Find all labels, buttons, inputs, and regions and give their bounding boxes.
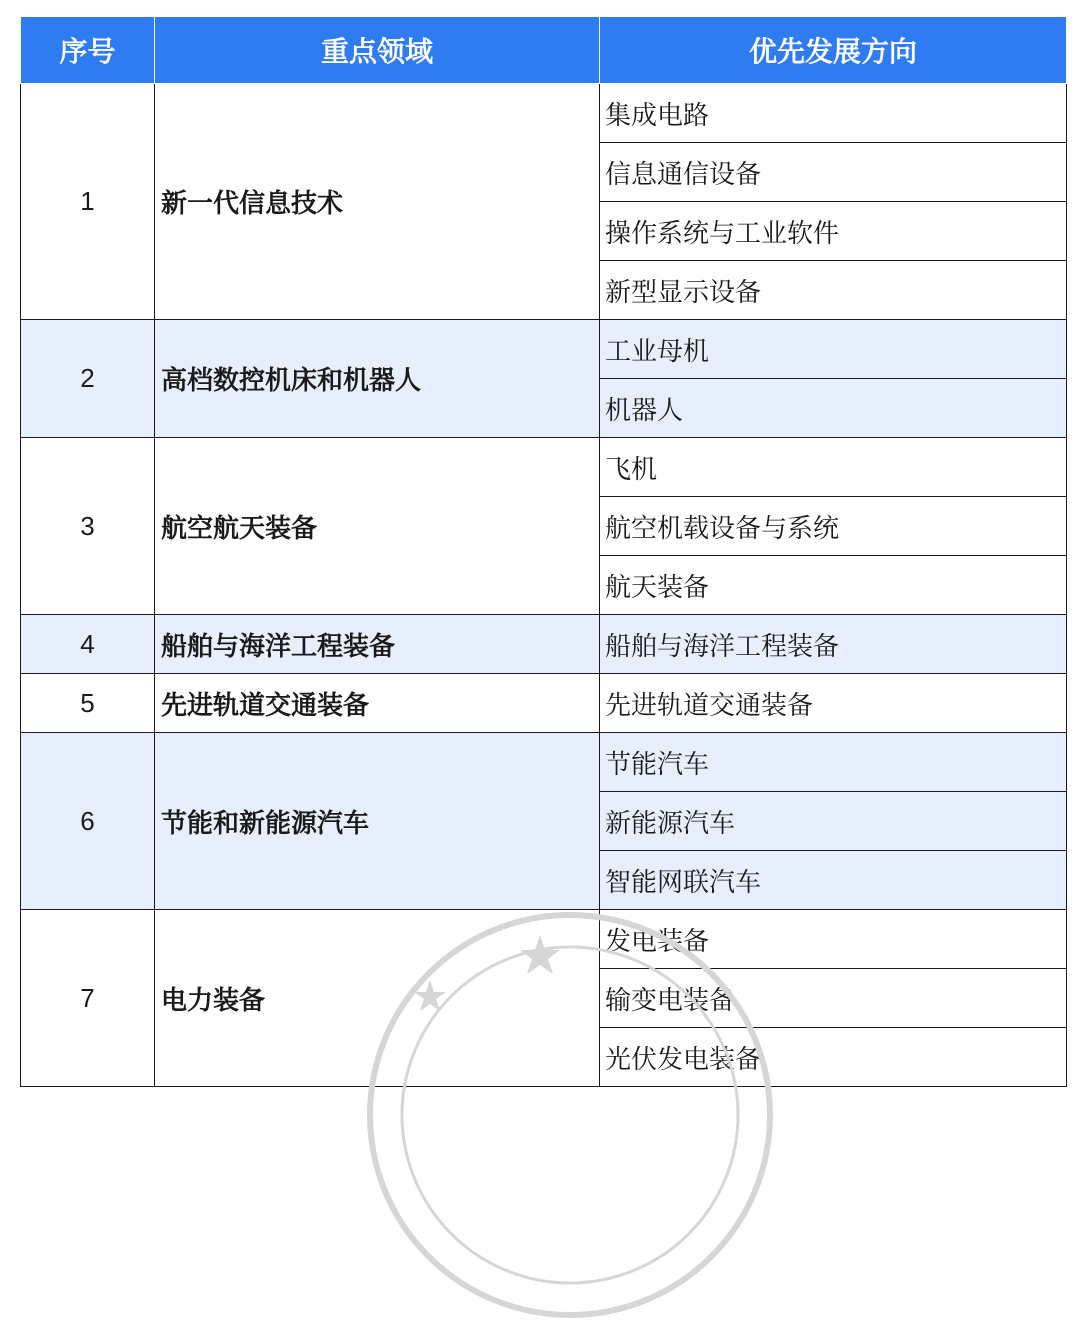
direction-cell: 先进轨道交通装备 xyxy=(600,674,1067,733)
direction-cell: 操作系统与工业软件 xyxy=(600,202,1067,261)
table-row xyxy=(21,438,1067,497)
table-row xyxy=(21,320,1067,379)
seq-cell: 5 xyxy=(21,674,155,733)
direction-cell: 集成电路 xyxy=(600,84,1067,143)
seq-cell: 6 xyxy=(21,733,155,910)
direction-cell: 航天装备 xyxy=(600,556,1067,615)
direction-cell: 新能源汽车 xyxy=(600,792,1067,851)
seq-cell: 3 xyxy=(21,438,155,615)
table-row xyxy=(21,615,1067,674)
field-cell: 新一代信息技术 xyxy=(155,84,600,320)
direction-cell: 节能汽车 xyxy=(600,733,1067,792)
direction-cell: 船舶与海洋工程装备 xyxy=(600,615,1067,674)
header-seq: 序号 xyxy=(21,17,155,84)
direction-cell: 光伏发电装备 xyxy=(600,1028,1067,1087)
seq-cell: 1 xyxy=(21,84,155,320)
table-row xyxy=(21,674,1067,733)
direction-cell: 发电装备 xyxy=(600,910,1067,969)
table-row xyxy=(21,733,1067,792)
header-direction: 优先发展方向 xyxy=(600,17,1067,84)
seq-cell: 4 xyxy=(21,615,155,674)
field-cell: 先进轨道交通装备 xyxy=(155,674,600,733)
priority-table xyxy=(20,16,1067,1087)
direction-cell: 航空机载设备与系统 xyxy=(600,497,1067,556)
direction-cell: 工业母机 xyxy=(600,320,1067,379)
direction-cell: 智能网联汽车 xyxy=(600,851,1067,910)
table-row xyxy=(21,84,1067,143)
table-body xyxy=(21,84,1067,1087)
direction-cell: 飞机 xyxy=(600,438,1067,497)
field-cell: 高档数控机床和机器人 xyxy=(155,320,600,438)
table-header-row xyxy=(21,17,1067,84)
direction-cell: 信息通信设备 xyxy=(600,143,1067,202)
field-cell: 航空航天装备 xyxy=(155,438,600,615)
table-row xyxy=(21,910,1067,969)
field-cell: 节能和新能源汽车 xyxy=(155,733,600,910)
direction-cell: 新型显示设备 xyxy=(600,261,1067,320)
direction-cell: 机器人 xyxy=(600,379,1067,438)
direction-cell: 输变电装备 xyxy=(600,969,1067,1028)
field-cell: 电力装备 xyxy=(155,910,600,1087)
priority-table-container xyxy=(20,16,1066,1087)
field-cell: 船舶与海洋工程装备 xyxy=(155,615,600,674)
header-field: 重点领域 xyxy=(155,17,600,84)
seq-cell: 7 xyxy=(21,910,155,1087)
seq-cell: 2 xyxy=(21,320,155,438)
